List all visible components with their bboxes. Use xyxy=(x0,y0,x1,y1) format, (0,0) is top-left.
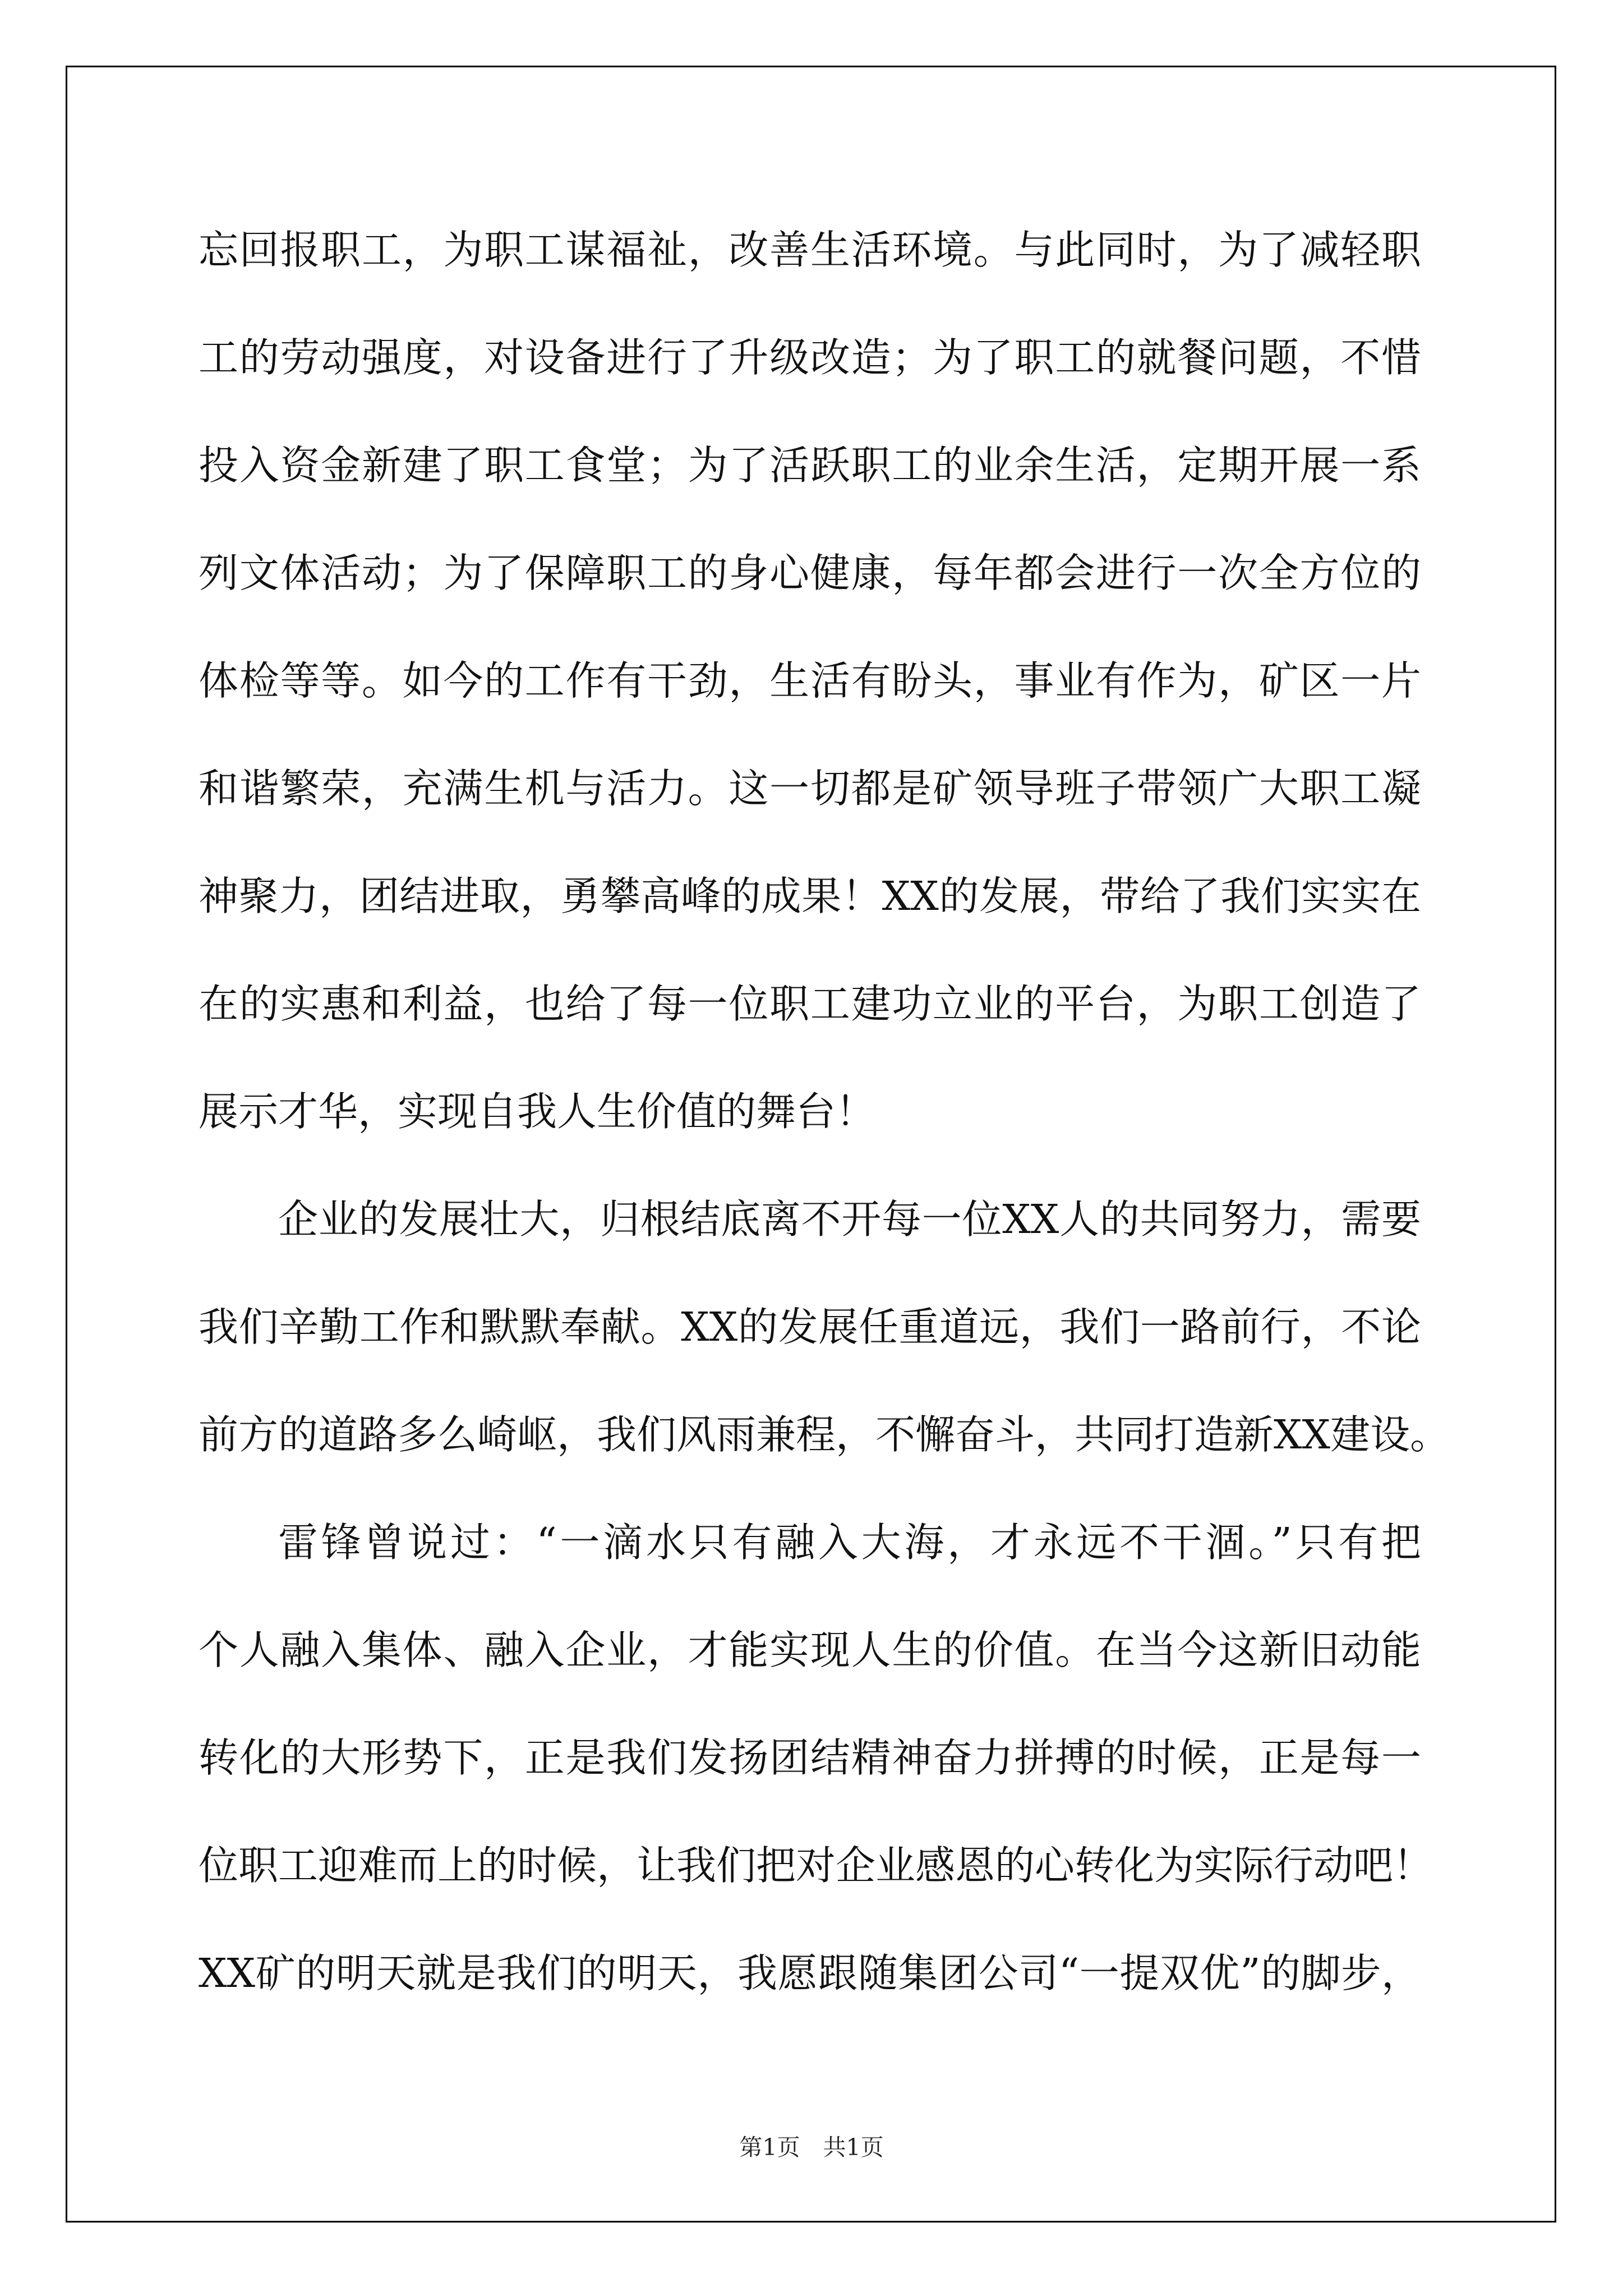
page-number: 第1页 共1页 xyxy=(739,2134,884,2161)
text-line: 工的劳动强度，对设备进行了升级改造；为了职工的就餐问题，不惜 xyxy=(199,334,1421,381)
text-line: 列文体活动；为了保障职工的身心健康，每年都会进行一次全方位的 xyxy=(199,550,1421,596)
text-line: 前方的道路多么崎岖，我们风雨兼程，不懈奋斗，共同打造新XX建设。 xyxy=(199,1411,1450,1458)
text-line: 和谐繁荣，充满生机与活力。这一切都是矿领导班子带领广大职工凝 xyxy=(199,765,1421,812)
text-line: XX矿的明天就是我们的明天，我愿跟随集团公司“一提双优”的脚步， xyxy=(199,1950,1421,1996)
text-line: 企业的发展壮大，归根结底离不开每一位XX人的共同努力，需要 xyxy=(278,1196,1421,1243)
text-line: 体检等等。如今的工作有干劲，生活有盼头，事业有作为，矿区一片 xyxy=(199,657,1421,704)
text-line: 展示才华，实现自我人生价值的舞台！ xyxy=(199,1088,876,1135)
text-line: 神聚力，团结进取，勇攀高峰的成果！XX的发展，带给了我们实实在 xyxy=(199,873,1421,919)
text-line: 忘回报职工，为职工谋福祉，改善生活环境。与此同时，为了减轻职 xyxy=(199,227,1421,273)
text-line: 个人融入集体、融入企业，才能实现人生的价值。在当今这新旧动能 xyxy=(199,1627,1421,1673)
text-line: 我们辛勤工作和默默奉献。XX的发展任重道远，我们一路前行，不论 xyxy=(199,1304,1421,1350)
text-line: 转化的大形势下，正是我们发扬团结精神奋力拼搏的时候，正是每一 xyxy=(199,1734,1421,1781)
text-line: 位职工迎难而上的时候，让我们把对企业感恩的心转化为实际行动吧！ xyxy=(199,1842,1433,1889)
text-line: 在的实惠和利益，也给了每一位职工建功立业的平台，为职工创造了 xyxy=(199,981,1421,1027)
text-line: 投入资金新建了职工食堂；为了活跃职工的业余生活，定期开展一系 xyxy=(199,442,1421,489)
document-body xyxy=(199,196,1450,2027)
text-line: 雷锋曾说过：“一滴水只有融入大海，才永远不干涸。”只有把 xyxy=(278,1519,1421,1566)
